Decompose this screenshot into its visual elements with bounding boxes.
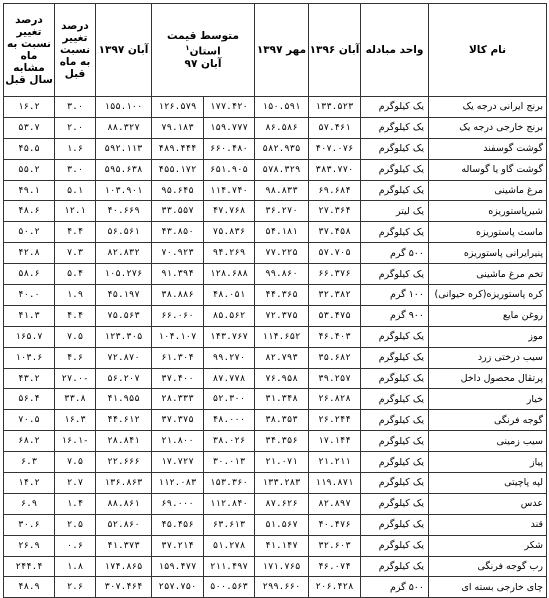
row-pct-month: -۲۷.۰ <box>55 368 96 389</box>
row-pct-year: ۶۸.۲ <box>4 431 55 452</box>
row-aban97: ۱۳۶.۸۶۳ <box>96 473 152 494</box>
table-row <box>4 347 547 368</box>
row-pct-year: ۱۶۵.۷ <box>4 326 55 347</box>
row-aban97: ۳۰۷.۴۶۴ <box>96 577 152 598</box>
row-mehr97: ۸۶.۵۸۶ <box>255 117 309 138</box>
row-pct-month: ۴.۴ <box>55 305 96 326</box>
table-row <box>4 97 547 118</box>
table-row <box>4 535 547 556</box>
row-name: تخم مرغ ماشینی <box>429 264 547 285</box>
row-avg-max: ۱۵۹.۷۷۷ <box>204 117 255 138</box>
row-unit: یک کیلوگرم <box>361 117 429 138</box>
header-pct-year: درصد تغییر نسبت به ماه مشابه سال قبل <box>4 4 55 97</box>
row-avg-max: ۷۵.۸۳۶ <box>204 222 255 243</box>
row-aban97: ۱۵۵.۱۰۰ <box>96 97 152 118</box>
row-name: کره پاستوریزه(کره حیوانی) <box>429 285 547 306</box>
row-mehr97: ۸۷.۶۲۶ <box>255 493 309 514</box>
row-avg-min: ۳۳.۵۵۷ <box>152 201 204 222</box>
row-unit: یک کیلوگرم <box>361 431 429 452</box>
table-row <box>4 285 547 306</box>
row-avg-max: ۴۸.۰۰۰ <box>204 410 255 431</box>
row-aban96: ۱۷.۱۴۴ <box>309 431 361 452</box>
row-unit: یک کیلوگرم <box>361 326 429 347</box>
row-aban96: ۲۶.۲۴۴ <box>309 410 361 431</box>
row-avg-min: ۷۹.۱۸۳ <box>152 117 204 138</box>
row-mehr97: ۳۶.۲۷۰ <box>255 201 309 222</box>
row-name: سیب درختی زرد <box>429 347 547 368</box>
row-aban96: ۵۳.۴۷۵ <box>309 305 361 326</box>
header-avg-title: متوسط قیمت استان <box>167 30 239 58</box>
table-row <box>4 368 547 389</box>
row-mehr97: ۷۲.۳۷۵ <box>255 305 309 326</box>
row-avg-max: ۱۲۸.۶۸۸ <box>204 264 255 285</box>
row-avg-min: ۲۱.۸۰۰ <box>152 431 204 452</box>
row-unit: یک کیلوگرم <box>361 473 429 494</box>
row-avg-min: ۴۵.۴۵۶ <box>152 514 204 535</box>
table-row <box>4 180 547 201</box>
price-table <box>3 3 547 598</box>
row-aban97: ۵۶.۵۶۱ <box>96 222 152 243</box>
row-pct-month: ۷.۵ <box>55 452 96 473</box>
row-mehr97: ۵۷۸.۳۲۹ <box>255 159 309 180</box>
row-aban97: ۴۱.۹۵۵ <box>96 389 152 410</box>
row-avg-max: ۱۱۲.۸۴۰ <box>204 493 255 514</box>
table-row <box>4 389 547 410</box>
row-pct-year: ۳۰.۶ <box>4 514 55 535</box>
row-pct-month: ۳.۰ <box>55 159 96 180</box>
row-aban97: ۱۰۵.۲۷۶ <box>96 264 152 285</box>
row-mehr97: ۴۱.۱۴۷ <box>255 535 309 556</box>
row-avg-min: ۷۰.۹۲۳ <box>152 243 204 264</box>
row-avg-min: ۹۵.۶۴۵ <box>152 180 204 201</box>
row-aban96: ۶۹.۶۸۴ <box>309 180 361 201</box>
row-aban96: ۱۳۳.۵۲۳ <box>309 97 361 118</box>
row-pct-month: ۲.۰ <box>55 117 96 138</box>
row-pct-month: ۲.۵ <box>55 514 96 535</box>
table-row <box>4 473 547 494</box>
header-aban97: آبان ۱۳۹۷ <box>96 4 152 97</box>
row-name: قند <box>429 514 547 535</box>
header-row <box>4 4 547 97</box>
row-aban97: ۸۸.۳۲۷ <box>96 117 152 138</box>
row-name: چای خارجی بسته ای <box>429 577 547 598</box>
table-row <box>4 222 547 243</box>
row-name: پیاز <box>429 452 547 473</box>
row-avg-min: ۹۱.۳۹۴ <box>152 264 204 285</box>
table-row <box>4 556 547 577</box>
table-row <box>4 305 547 326</box>
row-pct-year: ۱۰۳.۶ <box>4 347 55 368</box>
row-avg-min: ۱۷.۷۲۷ <box>152 452 204 473</box>
row-aban96: ۳۸۳.۷۷۰ <box>309 159 361 180</box>
row-pct-month: ۵.۱ <box>55 180 96 201</box>
row-unit: یک کیلوگرم <box>361 410 429 431</box>
row-name: برنج خارجی درجه یک <box>429 117 547 138</box>
row-avg-min: ۱۰۴.۱۰۷ <box>152 326 204 347</box>
row-avg-max: ۵۱.۲۷۸ <box>204 535 255 556</box>
row-pct-year: ۵۰.۲ <box>4 222 55 243</box>
row-mehr97: ۳۱.۳۴۸ <box>255 389 309 410</box>
row-aban97: ۴۵.۱۹۷ <box>96 285 152 306</box>
row-pct-year: ۵۶.۴ <box>4 389 55 410</box>
row-pct-year: ۴۰.۰ <box>4 285 55 306</box>
row-aban96: ۳۷.۴۵۸ <box>309 222 361 243</box>
row-aban96: ۴۶.۰۷۴ <box>309 556 361 577</box>
row-mehr97: ۵۱.۵۶۷ <box>255 514 309 535</box>
row-mehr97: ۲۹۹.۶۶۰ <box>255 577 309 598</box>
row-name: گوجه فرنگی <box>429 410 547 431</box>
table-row <box>4 243 547 264</box>
row-avg-min: ۴۳.۸۵۰ <box>152 222 204 243</box>
header-pct-month: درصد تغییر نسبت به ماه قبل <box>55 4 96 97</box>
row-pct-year: ۴۱.۳ <box>4 305 55 326</box>
row-name: خیار <box>429 389 547 410</box>
table-body <box>4 97 547 598</box>
row-avg-min: ۲۸.۳۳۳ <box>152 389 204 410</box>
row-aban96: ۱۱۹.۸۷۱ <box>309 473 361 494</box>
row-pct-year: ۶.۳ <box>4 452 55 473</box>
row-pct-year: ۴۳.۲ <box>4 368 55 389</box>
row-name: گوشت گاو یا گوساله <box>429 159 547 180</box>
row-pct-year: ۱۶.۲ <box>4 97 55 118</box>
row-mehr97: ۱۷۱.۷۶۵ <box>255 556 309 577</box>
row-pct-year: ۷۰.۵ <box>4 410 55 431</box>
row-aban97: ۷۵.۵۶۳ <box>96 305 152 326</box>
row-pct-year: ۵۵.۲ <box>4 159 55 180</box>
row-aban96: ۶۶.۳۷۶ <box>309 264 361 285</box>
table-row <box>4 138 547 159</box>
row-mehr97: ۹۹.۸۶۰ <box>255 264 309 285</box>
row-pct-year: ۶.۹ <box>4 493 55 514</box>
row-pct-month: ۱.۸ <box>55 556 96 577</box>
row-avg-min: ۲۵۷.۷۵۰ <box>152 577 204 598</box>
row-avg-max: ۱۴۳.۷۶۷ <box>204 326 255 347</box>
row-mehr97: ۵۸۲.۹۳۵ <box>255 138 309 159</box>
row-mehr97: ۷۷.۲۲۵ <box>255 243 309 264</box>
row-aban96: ۴۰۷.۰۷۶ <box>309 138 361 159</box>
row-aban96: ۳۲.۶۰۳ <box>309 535 361 556</box>
row-avg-max: ۹۹.۲۷۰ <box>204 347 255 368</box>
row-avg-max: ۵۰۰.۵۶۳ <box>204 577 255 598</box>
row-unit: یک کیلوگرم <box>361 138 429 159</box>
table-row <box>4 117 547 138</box>
row-mehr97: ۱۵۰.۵۹۱ <box>255 97 309 118</box>
row-pct-year: ۵۳.۷ <box>4 117 55 138</box>
header-avg-sub: آبان ۹۷ <box>184 57 222 70</box>
table-row <box>4 410 547 431</box>
row-pct-month: ۳.۰ <box>55 97 96 118</box>
row-avg-min: ۱۲۶.۵۷۹ <box>152 97 204 118</box>
row-name: برنج ایرانی درجه یک <box>429 97 547 118</box>
row-pct-year: ۵۸.۶ <box>4 264 55 285</box>
table-row <box>4 326 547 347</box>
row-pct-year: ۲۶.۹ <box>4 535 55 556</box>
row-aban97: ۷۲.۸۷۰ <box>96 347 152 368</box>
row-name: عدس <box>429 493 547 514</box>
row-aban97: ۵۶.۲۰۷ <box>96 368 152 389</box>
row-aban97: ۴۴.۶۱۲ <box>96 410 152 431</box>
row-aban97: ۴۱.۳۷۳ <box>96 535 152 556</box>
row-aban97: ۲۸.۸۴۱ <box>96 431 152 452</box>
row-pct-month: ۵.۴ <box>55 264 96 285</box>
row-avg-max: ۵۲.۳۰۰ <box>204 389 255 410</box>
row-avg-max: ۶۶۰.۴۸۰ <box>204 138 255 159</box>
row-name: شیرپاستوریزه <box>429 201 547 222</box>
row-unit: یک کیلوگرم <box>361 514 429 535</box>
row-name: سیب زمینی <box>429 431 547 452</box>
row-pct-month: ۴.۶ <box>55 347 96 368</box>
row-unit: یک کیلوگرم <box>361 556 429 577</box>
row-mehr97: ۳۸.۳۵۳ <box>255 410 309 431</box>
row-avg-max: ۲۱۱.۴۹۷ <box>204 556 255 577</box>
row-pct-month: ۱.۶ <box>55 138 96 159</box>
row-pct-month: ۲.۶ <box>55 577 96 598</box>
row-pct-month: ۱۲.۱ <box>55 201 96 222</box>
row-aban96: ۲۰۶.۴۲۸ <box>309 577 361 598</box>
row-unit: یک کیلوگرم <box>361 535 429 556</box>
price-table-container <box>3 3 547 598</box>
row-avg-max: ۱۵۳.۳۶۰ <box>204 473 255 494</box>
row-name: لپه پاچیتی <box>429 473 547 494</box>
row-unit: ۹۰۰ گرم <box>361 305 429 326</box>
row-name: رب گوجه فرنگی <box>429 556 547 577</box>
row-name: شکر <box>429 535 547 556</box>
row-pct-year: ۱۴.۲ <box>4 473 55 494</box>
header-unit: واحد مبادله <box>361 4 429 97</box>
table-row <box>4 493 547 514</box>
row-avg-max: ۴۷.۷۶۸ <box>204 201 255 222</box>
row-pct-month: ۱.۴ <box>55 493 96 514</box>
row-aban97: ۵۲.۸۶۰ <box>96 514 152 535</box>
row-aban97: ۱۲۳.۳۰۵ <box>96 326 152 347</box>
row-unit: یک کیلوگرم <box>361 493 429 514</box>
row-avg-max: ۶۵۱.۹۰۵ <box>204 159 255 180</box>
row-name: پرتقال محصول داخل <box>429 368 547 389</box>
row-pct-month: ۷.۳ <box>55 243 96 264</box>
row-avg-min: ۴۸۹.۴۴۴ <box>152 138 204 159</box>
row-aban97: ۲۲.۶۶۶ <box>96 452 152 473</box>
row-unit: ۱۰۰ گرم <box>361 285 429 306</box>
table-row <box>4 159 547 180</box>
row-pct-year: ۴۹.۱ <box>4 180 55 201</box>
table-row <box>4 201 547 222</box>
row-pct-month: ۱۶.۳ <box>55 410 96 431</box>
row-unit: یک کیلوگرم <box>361 452 429 473</box>
row-pct-year: ۴۵.۵ <box>4 138 55 159</box>
row-aban96: ۲۷.۳۶۴ <box>309 201 361 222</box>
row-aban96: ۳۵.۶۸۲ <box>309 347 361 368</box>
row-aban96: ۲۶.۸۲۸ <box>309 389 361 410</box>
row-name: گوشت گوسفند <box>429 138 547 159</box>
row-pct-month: ۲.۷ <box>55 473 96 494</box>
row-avg-max: ۴۸.۰۵۱ <box>204 285 255 306</box>
row-aban97: ۸۲.۸۳۲ <box>96 243 152 264</box>
header-name: نام کالا <box>429 4 547 97</box>
row-unit: یک کیلوگرم <box>361 97 429 118</box>
row-mehr97: ۹۸.۸۳۳ <box>255 180 309 201</box>
row-aban96: ۵۷.۷۰۵ <box>309 243 361 264</box>
row-avg-max: ۱۷۷.۴۲۰ <box>204 97 255 118</box>
row-pct-month: ۴.۴ <box>55 222 96 243</box>
row-mehr97: ۱۱۴.۶۵۲ <box>255 326 309 347</box>
row-aban97: ۵۹۵.۶۳۸ <box>96 159 152 180</box>
row-name: مرغ ماشینی <box>429 180 547 201</box>
row-avg-min: ۶۱.۳۰۴ <box>152 347 204 368</box>
row-avg-min: ۶۶.۰۶۰ <box>152 305 204 326</box>
row-avg-max: ۸۵.۵۶۲ <box>204 305 255 326</box>
row-pct-month: -۱۶.۱ <box>55 431 96 452</box>
row-name: روغن مایع <box>429 305 547 326</box>
row-name: موز <box>429 326 547 347</box>
row-mehr97: ۳۴.۳۵۶ <box>255 431 309 452</box>
row-unit: ۵۰۰ گرم <box>361 577 429 598</box>
row-pct-month: ۳۳.۸ <box>55 389 96 410</box>
row-aban97: ۱۰۳.۹۰۱ <box>96 180 152 201</box>
row-avg-min: ۴۵۵.۱۷۲ <box>152 159 204 180</box>
row-aban96: ۲۱.۲۱۱ <box>309 452 361 473</box>
row-aban96: ۵۷.۴۶۱ <box>309 117 361 138</box>
row-avg-max: ۹۴.۲۶۹ <box>204 243 255 264</box>
row-avg-max: ۱۱۴.۷۴۰ <box>204 180 255 201</box>
row-name: ماست پاستوریزه <box>429 222 547 243</box>
row-avg-max: ۳۸.۰۲۶ <box>204 431 255 452</box>
row-avg-max: ۸۷.۷۷۸ <box>204 368 255 389</box>
row-aban96: ۴۶.۴۰۳ <box>309 326 361 347</box>
row-pct-year: ۴۸.۹ <box>4 577 55 598</box>
header-avg-price <box>152 4 255 97</box>
row-aban97: ۱۷۴.۸۶۵ <box>96 556 152 577</box>
row-aban97: ۵۹۲.۱۱۳ <box>96 138 152 159</box>
row-aban97: ۴۰.۶۶۹ <box>96 201 152 222</box>
row-unit: یک کیلوگرم <box>361 159 429 180</box>
row-aban96: ۴۰.۴۷۶ <box>309 514 361 535</box>
row-avg-min: ۱۵۹.۴۷۷ <box>152 556 204 577</box>
row-mehr97: ۴۴.۳۶۵ <box>255 285 309 306</box>
row-pct-year: ۲۴۴.۴ <box>4 556 55 577</box>
row-avg-min: ۳۷.۳۷۵ <box>152 410 204 431</box>
table-row <box>4 264 547 285</box>
row-avg-min: ۳۷.۲۱۴ <box>152 535 204 556</box>
row-aban96: ۸۲.۸۹۷ <box>309 493 361 514</box>
header-mehr97: مهر ۱۳۹۷ <box>255 4 309 97</box>
header-avg-footnote: ۱ <box>185 44 190 53</box>
row-avg-min: ۳۸.۸۸۶ <box>152 285 204 306</box>
table-row <box>4 577 547 598</box>
row-pct-month: ۱.۹ <box>55 285 96 306</box>
row-mehr97: ۸۲.۷۹۳ <box>255 347 309 368</box>
row-avg-max: ۳۰.۰۱۳ <box>204 452 255 473</box>
row-unit: یک کیلوگرم <box>361 389 429 410</box>
row-pct-month: ۷.۵ <box>55 326 96 347</box>
row-mehr97: ۵۴.۱۸۱ <box>255 222 309 243</box>
row-unit: ۵۰۰ گرم <box>361 243 429 264</box>
row-pct-year: ۴۸.۶ <box>4 201 55 222</box>
row-aban97: ۸۸.۸۶۱ <box>96 493 152 514</box>
row-unit: یک لیتر <box>361 201 429 222</box>
row-pct-month: ۰.۶ <box>55 535 96 556</box>
table-row <box>4 514 547 535</box>
row-aban96: ۳۹.۲۵۷ <box>309 368 361 389</box>
row-unit: یک کیلوگرم <box>361 347 429 368</box>
row-unit: یک کیلوگرم <box>361 264 429 285</box>
table-row <box>4 431 547 452</box>
row-mehr97: ۷۶.۹۵۸ <box>255 368 309 389</box>
row-unit: یک کیلوگرم <box>361 180 429 201</box>
row-name: پنیرایرانی پاستوریزه <box>429 243 547 264</box>
row-avg-min: ۱۱۲.۰۸۳ <box>152 473 204 494</box>
row-unit: یک کیلوگرم <box>361 222 429 243</box>
row-unit: یک کیلوگرم <box>361 368 429 389</box>
table-row <box>4 452 547 473</box>
row-avg-min: ۶۹.۰۰۰ <box>152 493 204 514</box>
row-avg-min: ۳۷.۴۰۰ <box>152 368 204 389</box>
row-pct-year: ۴۲.۸ <box>4 243 55 264</box>
header-aban96: آبان ۱۳۹۶ <box>309 4 361 97</box>
row-aban96: ۳۲.۳۸۲ <box>309 285 361 306</box>
row-mehr97: ۱۳۳.۲۸۳ <box>255 473 309 494</box>
row-mehr97: ۲۱.۰۷۱ <box>255 452 309 473</box>
row-avg-max: ۶۳.۶۱۳ <box>204 514 255 535</box>
